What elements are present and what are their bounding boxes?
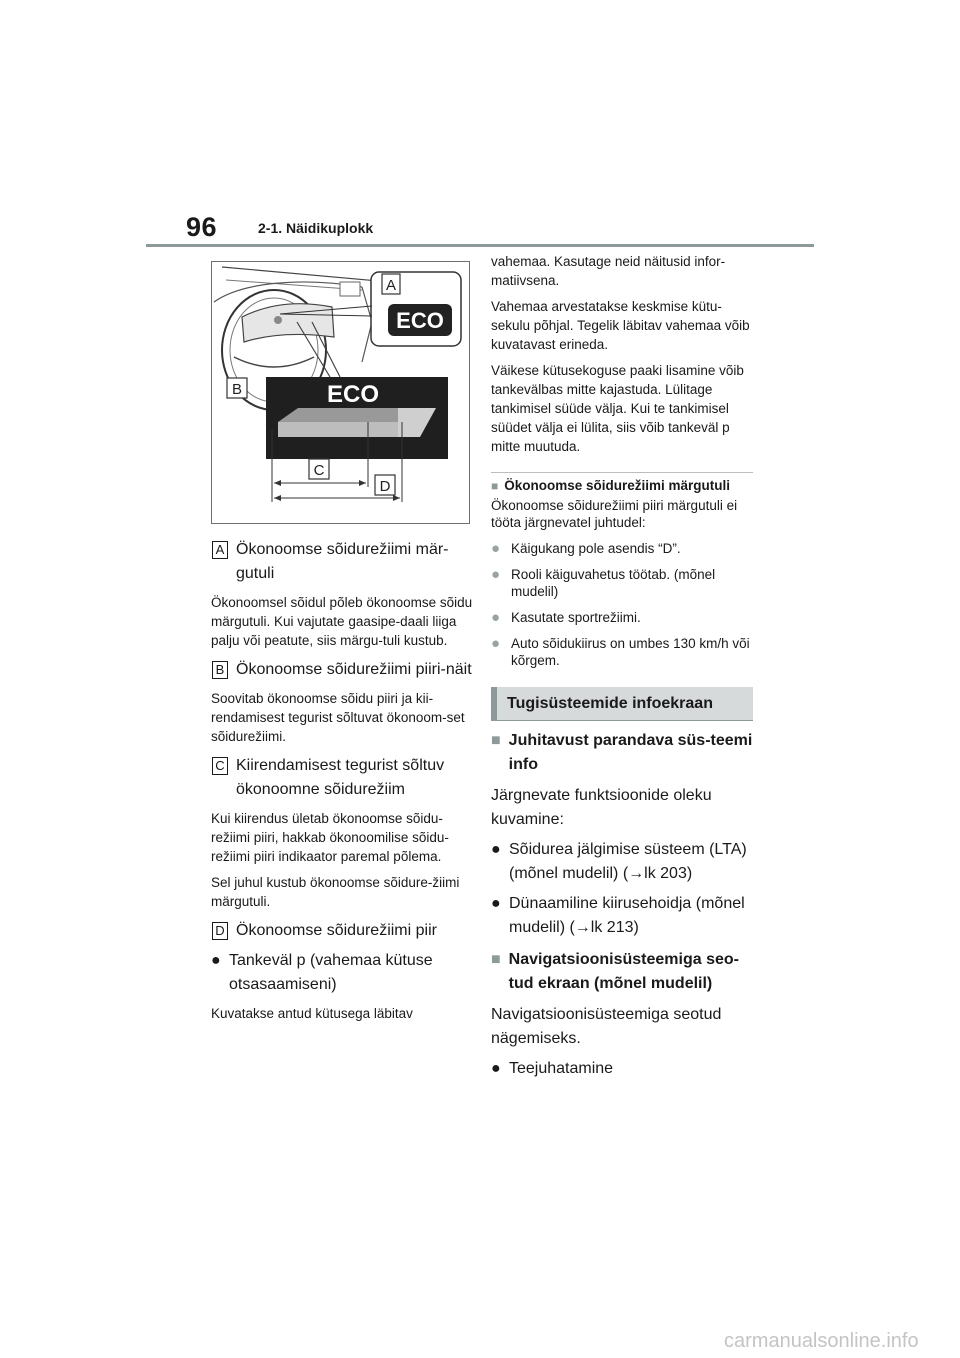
range-note-2: Väikese kütusekoguse paaki lisamine võib tankevälbas mitte kajastuda. Lülitage tankimisel süüde välja. Kui te tankimisel süüdet välja ei lülita, siis võib tankeväl p mitte muutuda. xyxy=(491,363,744,454)
list-item xyxy=(491,540,753,557)
label-A: A xyxy=(212,541,228,559)
bullet-icon: ● xyxy=(491,540,501,557)
list-item xyxy=(211,949,473,997)
range-desc-cont: vahemaa. Kasutage neid näitusid infor-matiivsena. xyxy=(491,254,726,288)
subheading-driving-info xyxy=(491,729,753,777)
square-bullet-icon: ■ xyxy=(491,732,501,749)
square-bullet-icon: ■ xyxy=(491,479,499,493)
eco-item: Auto sõidukiirus on umbes 130 km/h või kõrgem. xyxy=(511,636,750,668)
range-bullet: Tankeväl p (vahemaa kütuse otsasaamiseni) xyxy=(229,952,433,993)
paragraph: Järgnevate funktsioonide oleku kuvamine: xyxy=(491,787,712,828)
subheading-navigation xyxy=(491,948,753,996)
header-rule xyxy=(146,244,814,247)
paragraph: Navigatsioonisüsteemiga seotud nägemiseks. xyxy=(491,1006,722,1047)
label-C: C xyxy=(212,757,228,775)
figure-callout-C: C xyxy=(313,462,325,479)
item-B-desc: Soovitab ökonoomse sõidu piiri ja kii-rendamisest tegurist sõltuvat ökonoom-set sõidurežiimi. xyxy=(211,691,465,744)
item-C-heading xyxy=(211,754,473,802)
dashboard-illustration xyxy=(212,262,469,523)
list-item xyxy=(491,838,753,886)
eco-item: Kasutate sportrežiimi. xyxy=(511,610,641,625)
eco-lamp-heading-text: Ökonoomse sõidurežiimi märgutuli xyxy=(504,478,731,493)
item-C-title: Kiirendamisest tegurist sõltuv ökonoomne sõidurežiim xyxy=(236,757,445,798)
eco-indicator-large: ECO xyxy=(326,381,380,408)
label-D: D xyxy=(212,922,228,940)
range-note-1: Vahemaa arvestatakse keskmise kütu-sekulu põhjal. Tegelik läbitav vahemaa võib kuvatavast erineda. xyxy=(491,299,750,352)
list-item xyxy=(491,892,753,940)
range-desc: Kuvatakse antud kütusega läbitav xyxy=(211,1006,413,1021)
eco-lamp-heading xyxy=(491,472,753,495)
figure-callout-B: B xyxy=(231,381,243,398)
bullet-icon: ● xyxy=(211,952,221,969)
section-title: 2-1. Näidikuplokk xyxy=(258,220,374,236)
subheading-text: Juhitavust parandava süs-teemi info xyxy=(508,732,753,773)
section-box-heading: Tugisüsteemide infoekraan xyxy=(491,687,753,721)
list-item xyxy=(491,1057,753,1081)
item-B-title: Ökonoomse sõidurežiimi piiri-näit xyxy=(236,661,472,678)
bullet-text: Teejuhatamine xyxy=(509,1060,614,1077)
bullet-icon: ● xyxy=(491,841,501,858)
subheading-text: Navigatsioonisüsteemiga seo-tud ekraan (mõnel mudelil) xyxy=(508,951,739,992)
item-C-desc2: Sel juhul kustub ökonoomse sõidure-žiimi märgutuli. xyxy=(211,875,460,909)
bullet-icon: ● xyxy=(491,609,501,626)
bullet-icon: ● xyxy=(491,1060,501,1077)
list-item xyxy=(491,635,753,669)
page-number: 96 xyxy=(186,212,218,242)
item-D-heading xyxy=(211,919,473,943)
figure-callout-A: A xyxy=(385,277,397,294)
item-D-title: Ökonoomse sõidurežiimi piir xyxy=(236,922,437,939)
bullet-icon: ● xyxy=(491,635,501,652)
bullet-icon: ● xyxy=(491,895,501,912)
eco-indicator-figure xyxy=(211,261,470,524)
item-A-desc: Ökonoomsel sõidul põleb ökonoomse sõidu märgutuli. Kui vajutate gaasipe-daali liiga palju või peatute, siis märgu-tuli kustub. xyxy=(211,595,473,648)
label-B: B xyxy=(212,661,228,679)
item-A-title: Ökonoomse sõidurežiimi mär-gutuli xyxy=(236,541,449,582)
item-A-heading xyxy=(211,538,473,586)
eco-lamp-intro: Ökonoomse sõidurežiimi piiri märgutuli ei tööta järgnevatel juhtudel: xyxy=(491,498,738,530)
figure-callout-D: D xyxy=(379,478,391,495)
eco-indicator-small: ECO xyxy=(396,308,444,333)
right-column xyxy=(491,252,753,1081)
bullet-text: Sõidurea jälgimise süsteem (LTA) (mõnel mudelil) (→lk 203) xyxy=(509,841,747,882)
item-C-desc1: Kui kiirendus ületab ökonoomse sõidu-režiimi piiri, hakkab ökonoomilise sõidu-režiimi piiri indikaator paremal põlema. xyxy=(211,811,449,864)
list-item xyxy=(491,609,753,626)
eco-item: Käigukang pole asendis “D”. xyxy=(511,541,681,556)
watermark[interactable]: carmanualsonline.info xyxy=(724,1330,919,1352)
item-B-heading xyxy=(211,658,473,682)
bullet-icon: ● xyxy=(491,566,501,583)
left-column xyxy=(211,530,473,1023)
square-bullet-icon: ■ xyxy=(491,951,501,968)
list-item xyxy=(491,566,753,600)
eco-item: Rooli käiguvahetus töötab. (mõnel mudelil) xyxy=(511,567,716,599)
bullet-text: Dünaamiline kiirusehoidja (mõnel mudelil) (→lk 213) xyxy=(509,895,745,936)
